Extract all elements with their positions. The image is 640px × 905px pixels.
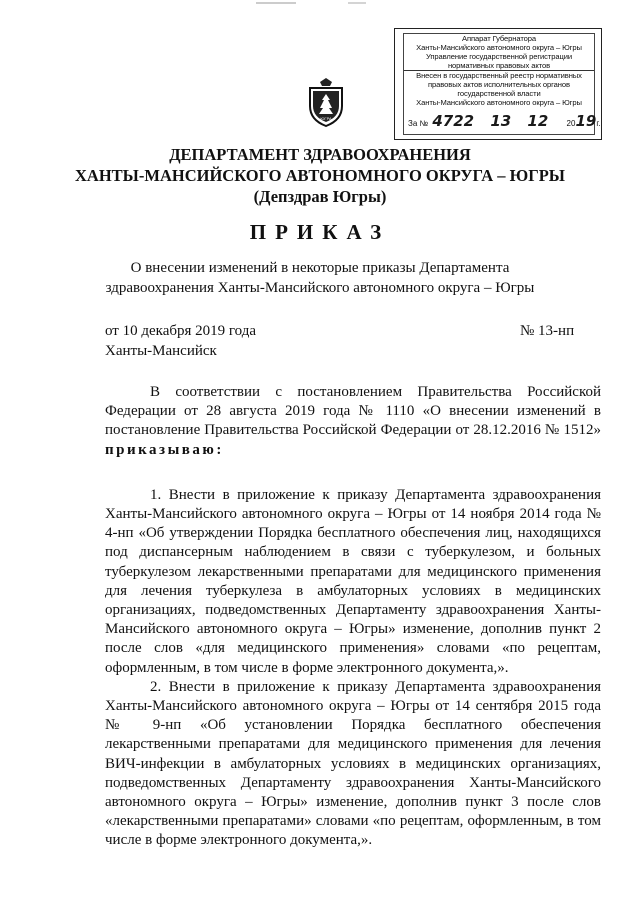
order-item: 2. Внести в приложение к приказу Департамента здравоохранения Ханты-Мансийского автономного округа – Югры от 14 сентября 2015 года № 9-нп «Об установлении Порядка бесплатного обеспечения лекарственными препаратами для медицинского применения для лечения ВИЧ-инфекции в амбулаторных условиях в медицинских организациях, подведомственных Департаменту здравоохранения Ханты-Мансийского автономного округа – Югры» изменение, дополнив пункт 3 после слов «лекарственными препаратами» словами «по рецептам, оформленным, в том числе в форме электронного документа,».	[105, 678, 601, 849]
subject-line: О внесении изменений в некоторые приказы Департамента	[130, 260, 510, 276]
document-date: от 10 декабря 2019 года	[105, 323, 257, 339]
stamp-reg-year-prefix: 20	[566, 119, 576, 128]
stamp-line: правовых актов исполнительных органов	[428, 80, 570, 89]
order-item: 1. Внести в приложение к приказу Департамента здравоохранения Ханты-Мансийского автономного округа – Югры от 14 ноября 2014 года № 4-нп «Об утверждении Порядка бесплатного обеспечения лиц, находящихся под диспансерным наблюдением в связи с туберкулезом, и больных туберкулезом лекарственными препаратами для медицинского применения для лечения туберкулеза в амбулаторных условиях в медицинских организациях, подведомственных Департаменту здравоохранения Ханты-Мансийского автономного округа – Югры» изменение, дополнив пункт 2 после слов «для медицинского применения» словами «по рецептам, оформленным, в том числе в форме электронного документа,».	[105, 486, 601, 676]
subject-line: здравоохранения Ханты-Мансийского автономного округа – Югры	[105, 280, 535, 296]
stamp-reg-suffix: г.	[596, 119, 601, 128]
stamp-line: Внесен в государственный реестр нормативных	[416, 71, 582, 80]
department-name-line1: ДЕПАРТАМЕНТ ЗДРАВООХРАНЕНИЯ	[169, 145, 471, 164]
stamp-reg-prefix: За №	[408, 119, 429, 128]
stamp-reg-year: 19	[575, 112, 597, 130]
preamble-text: В соответствии с постановлением Правительства Российской Федерации от 28 августа 2019 года № 1110 «О внесении изменений в постановление Правительства Российской Федерации от 28.12.2016 № 1512»	[105, 384, 601, 439]
stamp-line: Ханты-Мансийского автономного округа – Югры	[416, 43, 582, 52]
stamp-line: Ханты-Мансийского автономного округа – Югры	[416, 98, 582, 107]
stamp-reg-number: 4722	[432, 112, 475, 130]
stamp-registration-line	[408, 112, 600, 130]
stamp-line: нормативных правовых актов	[404, 61, 594, 71]
coat-of-arms-icon	[306, 76, 346, 128]
document-body	[105, 383, 601, 851]
scan-artifact	[256, 0, 436, 6]
preamble-paragraph	[105, 383, 601, 460]
stamp-reg-day: 13	[490, 112, 512, 130]
order-word: приказываю:	[105, 441, 224, 458]
stamp-line: Аппарат Губернатора	[462, 34, 536, 43]
registration-stamp	[394, 28, 602, 140]
stamp-line: государственной власти	[457, 89, 541, 98]
emblem-label: ЮГРА	[320, 116, 332, 121]
document-subject	[0, 258, 640, 298]
document-type-title: ПРИКАЗ	[249, 220, 391, 244]
department-name-line2: ХАНТЫ-МАНСИЙСКОГО АВТОНОМНОГО ОКРУГА – ЮГРЫ	[75, 166, 565, 185]
document-place: Ханты-Мансийск	[105, 343, 217, 359]
stamp-reg-month: 12	[527, 112, 549, 130]
stamp-line: Управление государственной регистрации	[426, 52, 572, 61]
department-short-name: (Депздрав Югры)	[253, 187, 387, 206]
document-number: № 13-нп	[520, 323, 575, 339]
